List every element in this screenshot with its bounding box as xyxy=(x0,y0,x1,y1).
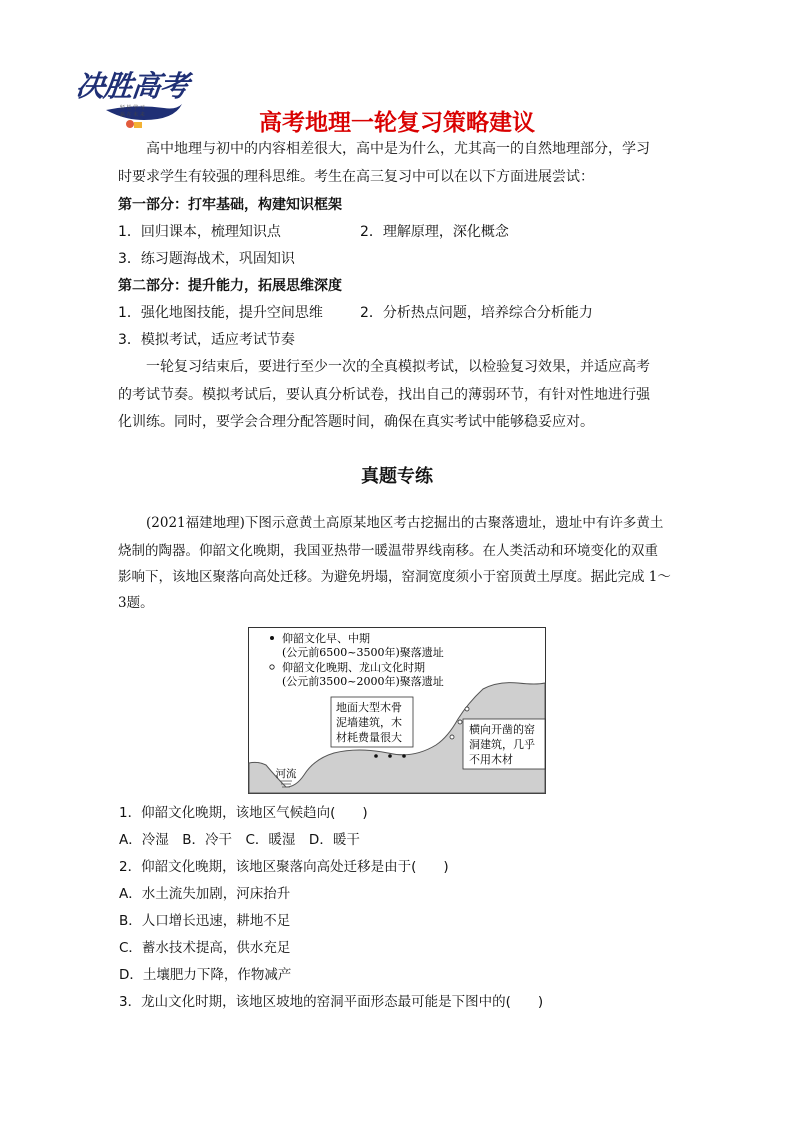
part1-item-3: 3．练习题海战术，巩固知识 xyxy=(118,251,295,267)
settlement-diagram xyxy=(248,627,546,794)
part2-heading: 第二部分：提升能力，拓展思维深度 xyxy=(118,278,342,294)
passage-line-4: 3题。 xyxy=(118,595,154,611)
part2-item-1: 1．强化地图技能，提升空间思维 xyxy=(118,305,323,321)
legend-2-period: (公元前3500~2000年)聚落遗址 xyxy=(282,675,444,688)
part2-item-3: 3．模拟考试，适应考试节奏 xyxy=(118,332,295,348)
river-label: 河流 xyxy=(275,768,297,780)
summary-line-2: 的考试节奏。模拟考试后，要认真分析试卷，找出自己的薄弱环节，有针对性地进行强 xyxy=(118,387,650,403)
page-title: 高考地理一轮复习策略建议 xyxy=(259,110,535,136)
passage-line-2: 烧制的陶器。仰韶文化晚期，我国亚热带一暖温带界线南移。在人类活动和环境变化的双重 xyxy=(118,543,658,559)
intro-line-1: 高中地理与初中的内容相差很大，高中是为什么，尤其高一的自然地理部分，学习 xyxy=(146,141,650,157)
question-2: 2．仰韶文化晚期，该地区聚落向高处迁移是由于( ) xyxy=(119,859,449,875)
question-1-options: A．冷湿 B．冷干 C．暖湿 D．暖干 xyxy=(119,832,360,848)
part1-heading: 第一部分：打牢基础，构建知识框架 xyxy=(118,197,342,213)
svg-text:泥墙建筑，木: 泥墙建筑，木 xyxy=(336,716,402,729)
legend-2: 仰韶文化晚期、龙山文化时期 xyxy=(282,661,425,674)
svg-text:地面大型木骨: 地面大型木骨 xyxy=(336,701,402,714)
legend-dot-hollow xyxy=(270,665,274,669)
question-2-option-d: D．土壤肥力下降，作物减产 xyxy=(119,967,292,983)
part1-item-1: 1．回归课本，梳理知识点 xyxy=(118,224,281,240)
part2-item-2: 2．分析热点问题，培养综合分析能力 xyxy=(360,305,593,321)
svg-text:不用木材: 不用木材 xyxy=(469,753,513,766)
question-2-option-b: B．人口增长迅速，耕地不足 xyxy=(119,913,291,929)
legend-dot-solid xyxy=(270,636,274,640)
logo-slogan: 轻 松 学 习 赢 在 未 来 xyxy=(120,105,145,118)
legend-1: 仰韶文化早、中期 xyxy=(282,632,370,645)
passage-line-1: (2021福建地理)下图示意黄土高原某地区考古挖掘出的古聚落遗址，遗址中有许多黄土 xyxy=(146,515,664,531)
svg-text:横向开凿的窑: 横向开凿的窑 xyxy=(469,723,535,736)
logo-text: 决胜高考 xyxy=(74,69,190,103)
question-2-option-c: C．蓄水技术提高，供水充足 xyxy=(119,940,291,956)
question-1: 1．仰韶文化晚期，该地区气候趋向( ) xyxy=(119,805,368,821)
svg-text:材耗费量很大: 材耗费量很大 xyxy=(336,731,402,744)
passage-line-3: 影响下，该地区聚落向高处迁移。为避免坍塌，窑洞宽度须小于窑顶黄土厚度。据此完成 1～ xyxy=(118,569,671,585)
question-2-option-a: A．水土流失加剧，河床抬升 xyxy=(119,886,291,902)
question-3: 3．龙山文化时期，该地区坡地的窑洞平面形态最可能是下图中的( ) xyxy=(119,994,544,1010)
svg-text:洞建筑，几乎: 洞建筑，几乎 xyxy=(469,738,535,751)
summary-line-1: 一轮复习结束后，要进行至少一次的全真模拟考试，以检验复习效果，并适应高考 xyxy=(146,359,650,375)
summary-line-3: 化训练。同时，要学会合理分配答题时间，确保在真实考试中能够稳妥应对。 xyxy=(118,414,594,430)
intro-line-2: 时要求学生有较强的理科思维。考生在高三复习中可以在以下方面进展尝试： xyxy=(118,169,594,185)
part1-item-2: 2．理解原理，深化概念 xyxy=(360,224,509,240)
section-title: 真题专练 xyxy=(361,466,433,487)
legend-1-period: (公元前6500~3500年)聚落遗址 xyxy=(282,646,444,659)
